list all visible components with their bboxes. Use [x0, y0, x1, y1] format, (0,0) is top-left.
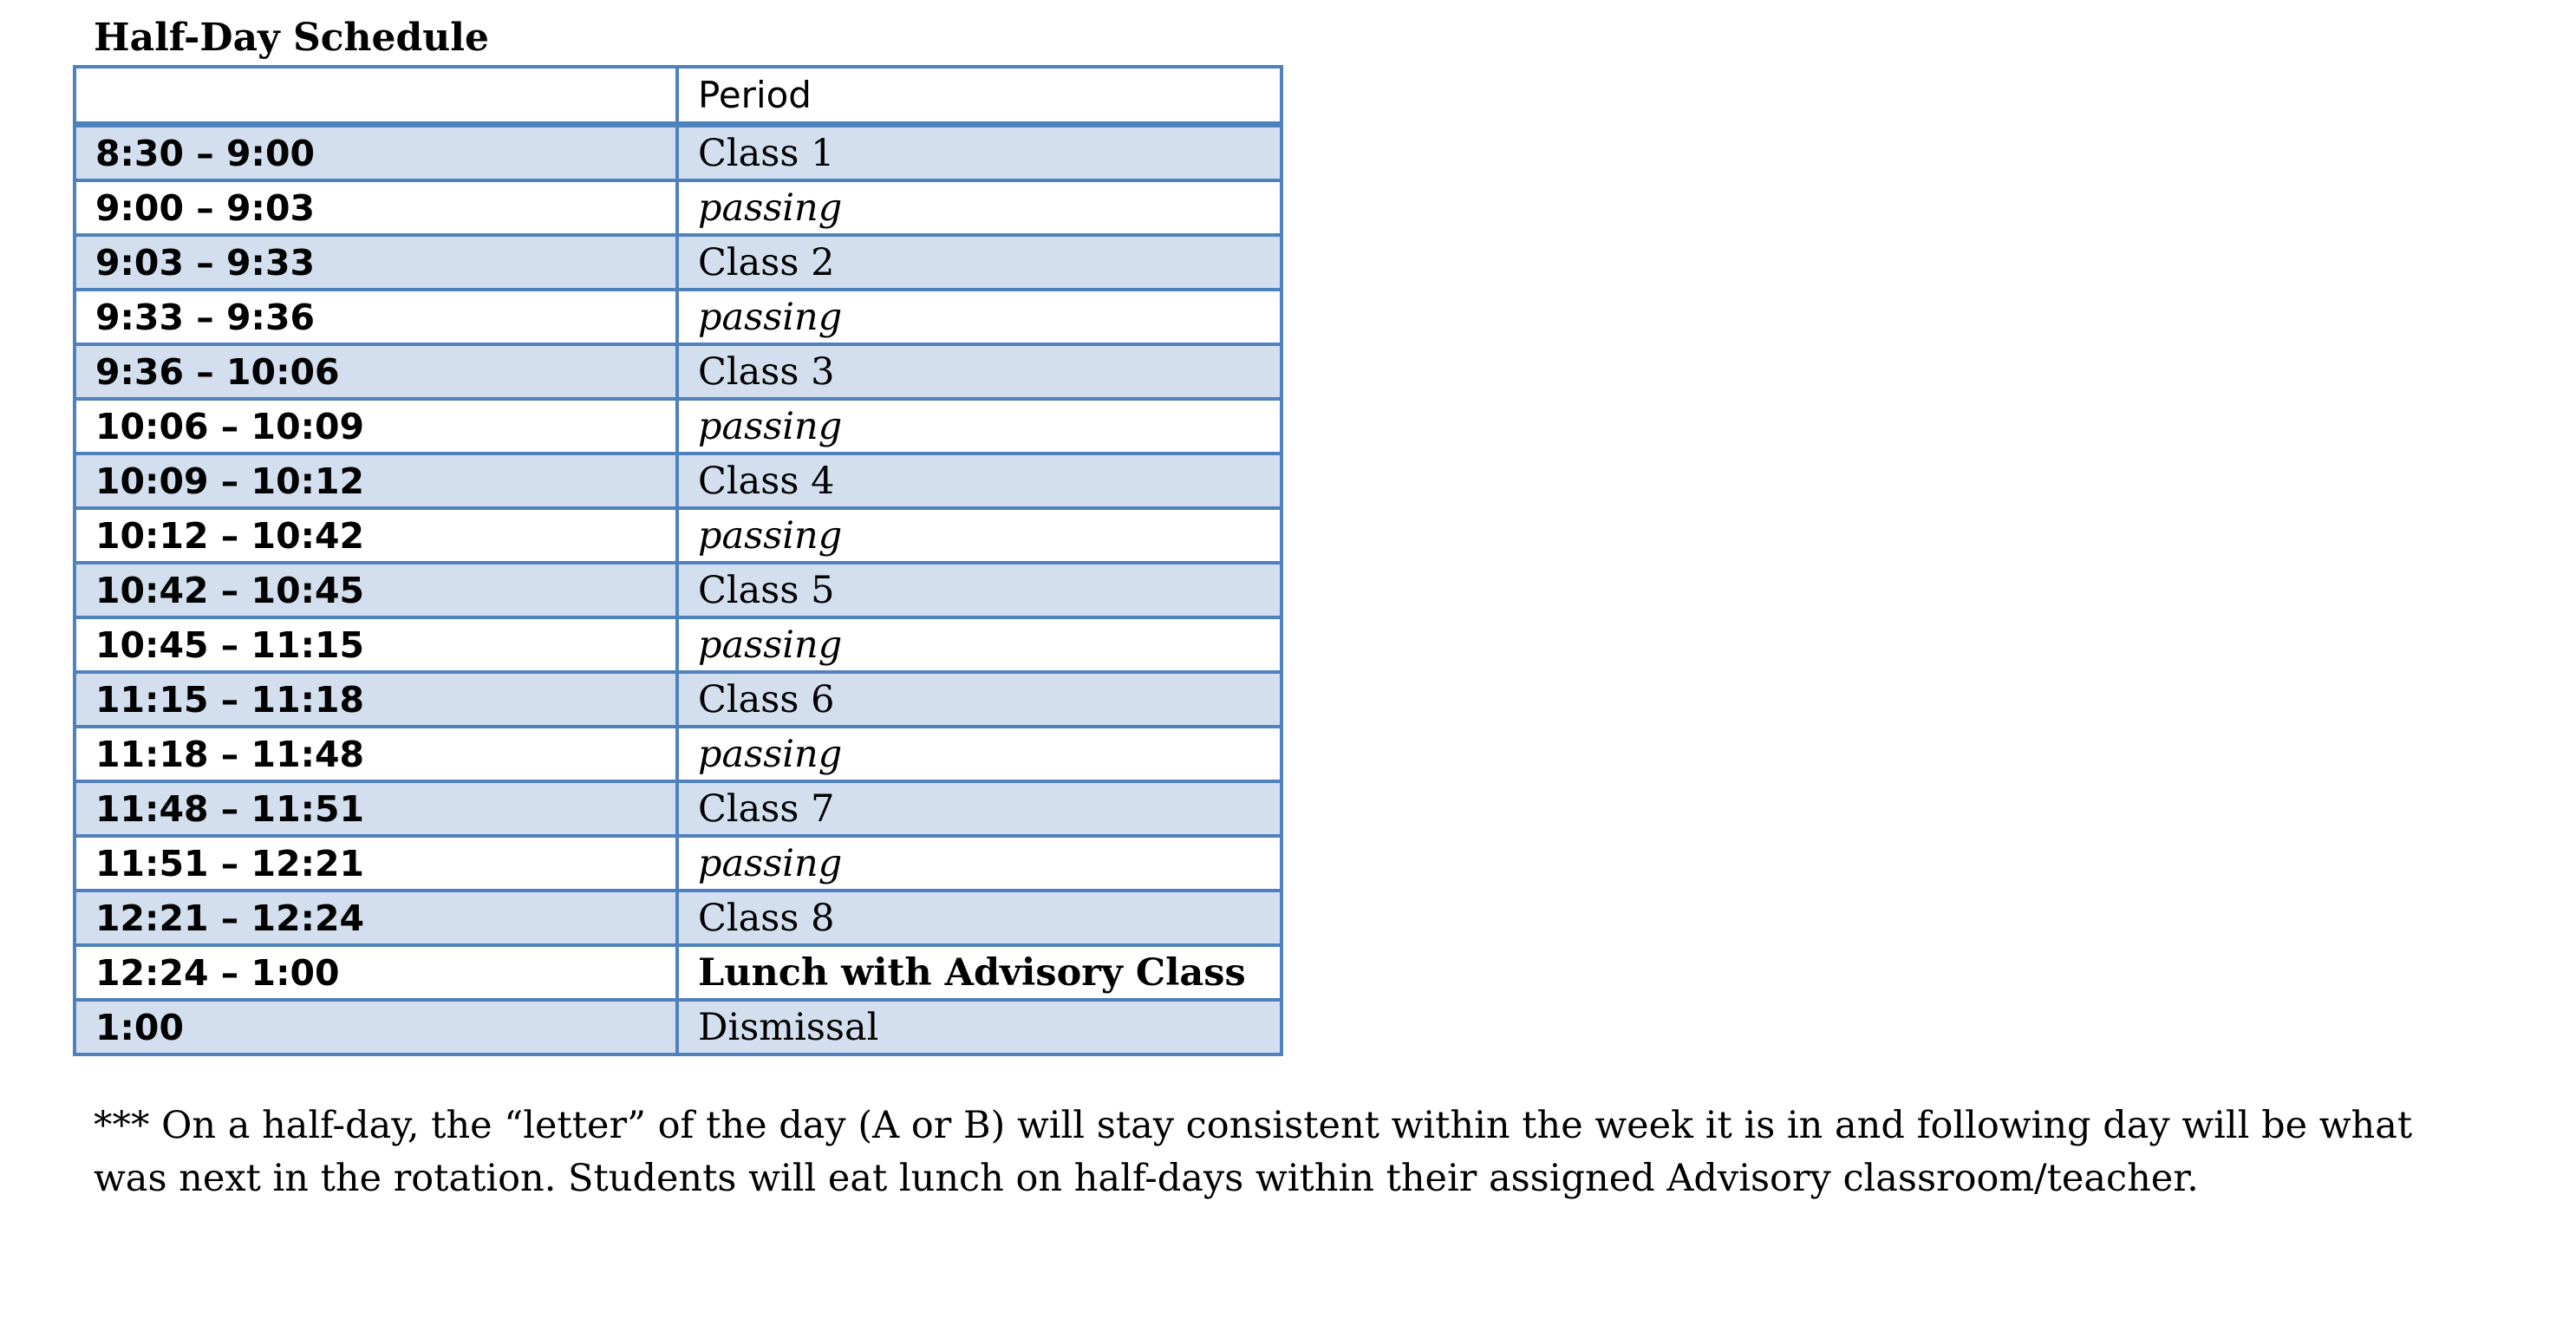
time-cell: 9:36 – 10:06 — [75, 344, 677, 399]
time-cell: 9:33 – 9:36 — [75, 290, 677, 344]
period-cell: Class 2 — [677, 235, 1281, 290]
time-cell: 11:18 – 11:48 — [75, 727, 677, 781]
table-row — [75, 1000, 1281, 1054]
period-cell: Class 5 — [677, 563, 1281, 617]
time-cell: 12:21 – 12:24 — [75, 891, 677, 945]
table-row — [75, 727, 1281, 781]
period-cell: Class 3 — [677, 344, 1281, 399]
time-cell: 10:06 – 10:09 — [75, 399, 677, 454]
period-cell: Class 4 — [677, 454, 1281, 508]
half-day-note: *** On a half-day, the “letter” of the day (A or B) will stay consistent within the week it is in and following day will be what was next in the rotation. Students will eat lunch on half-days within their assigned Advisory classroom/teacher. — [94, 1104, 2413, 1200]
time-cell: 12:24 – 1:00 — [75, 945, 677, 1000]
period-cell: passing — [677, 290, 1281, 344]
time-cell: 11:51 – 12:21 — [75, 836, 677, 891]
time-cell: 10:42 – 10:45 — [75, 563, 677, 617]
time-cell: 10:09 – 10:12 — [75, 454, 677, 508]
table-row — [75, 781, 1281, 836]
period-cell: Lunch with Advisory Class — [677, 945, 1281, 1000]
table-header-row — [75, 67, 1281, 125]
table-row — [75, 454, 1281, 508]
time-cell: 10:45 – 11:15 — [75, 617, 677, 672]
schedule-table — [73, 65, 1283, 1056]
period-cell: passing — [677, 617, 1281, 672]
period-cell: Class 7 — [677, 781, 1281, 836]
table-row — [75, 617, 1281, 672]
period-cell: Class 6 — [677, 672, 1281, 727]
period-cell: Class 1 — [677, 125, 1281, 181]
table-row — [75, 563, 1281, 617]
table-row — [75, 344, 1281, 399]
time-column-header — [75, 67, 677, 125]
period-cell: passing — [677, 508, 1281, 563]
period-cell: passing — [677, 399, 1281, 454]
table-row — [75, 945, 1281, 1000]
page-title: Half-Day Schedule — [94, 16, 489, 60]
time-cell: 1:00 — [75, 1000, 677, 1054]
time-cell: 10:12 – 10:42 — [75, 508, 677, 563]
period-cell: Class 8 — [677, 891, 1281, 945]
period-cell: Dismissal — [677, 1000, 1281, 1054]
table-row — [75, 125, 1281, 181]
period-column-header: Period — [677, 67, 1281, 125]
table-row — [75, 180, 1281, 235]
time-cell: 9:00 – 9:03 — [75, 180, 677, 235]
time-cell: 11:48 – 11:51 — [75, 781, 677, 836]
table-row — [75, 235, 1281, 290]
table-row — [75, 836, 1281, 891]
time-cell: 11:15 – 11:18 — [75, 672, 677, 727]
time-cell: 8:30 – 9:00 — [75, 125, 677, 181]
period-cell: passing — [677, 180, 1281, 235]
table-row — [75, 399, 1281, 454]
schedule-body — [75, 125, 1281, 1055]
table-row — [75, 290, 1281, 344]
period-cell: passing — [677, 836, 1281, 891]
table-row — [75, 672, 1281, 727]
table-row — [75, 891, 1281, 945]
table-row — [75, 508, 1281, 563]
period-cell: passing — [677, 727, 1281, 781]
time-cell: 9:03 – 9:33 — [75, 235, 677, 290]
